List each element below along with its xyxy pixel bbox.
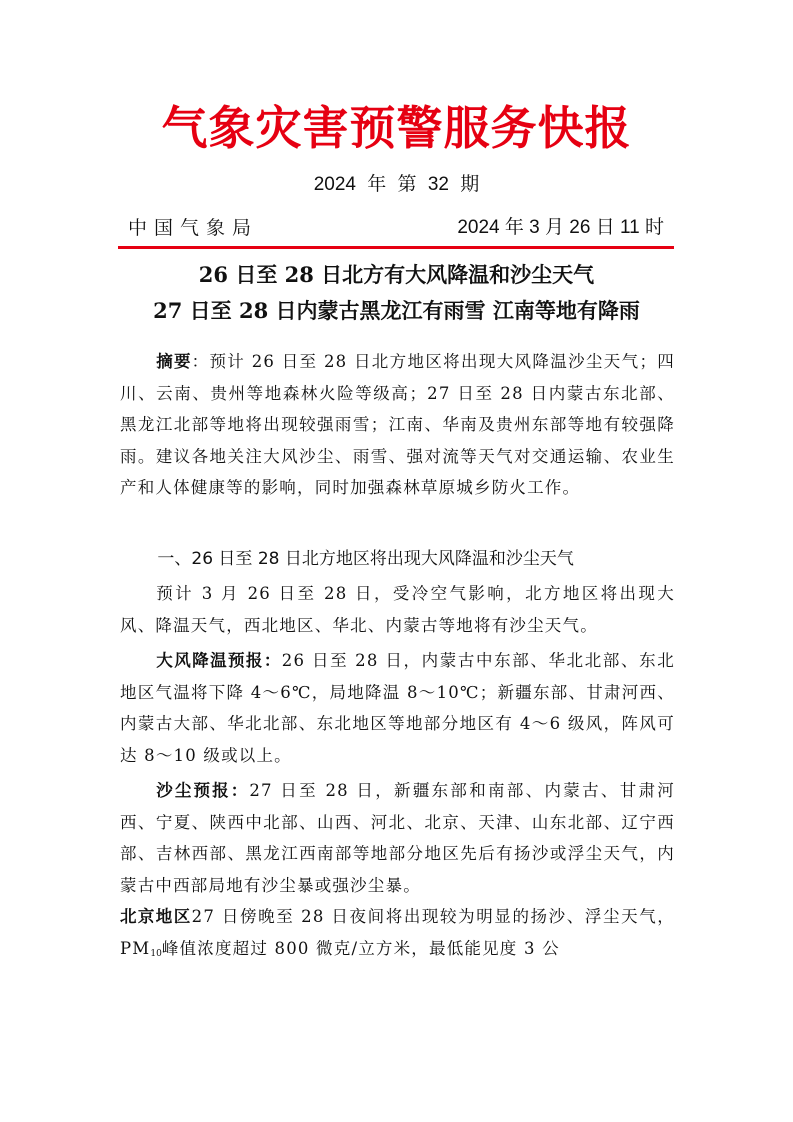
beijing-label: 北京地区: [120, 907, 192, 926]
red-divider: [118, 246, 674, 249]
issue-number: 2024 年 第 32 期: [313, 174, 480, 195]
section-1-body: [120, 578, 675, 970]
section-1-intro: 预计 3 月 26 日至 28 日，受冷空气影响，北方地区将出现大风、降温天气，西北地区、华北、内蒙古等地将有沙尘天气。: [120, 584, 675, 635]
beijing-text-part-1: 27 日傍晚至 28 日夜间将出现较为明显的扬沙、浮尘天气，PM: [120, 907, 675, 958]
issuing-agency: 中国气象局: [128, 217, 259, 239]
section-1-heading: 一、26 日至 28 日北方地区将出现大风降温和沙尘天气: [157, 549, 574, 569]
summary-label: 摘要: [156, 352, 192, 371]
headline-line-1: 26 日至 28 日北方有大风降温和沙尘天气: [198, 262, 595, 287]
wind-forecast-label: 大风降温预报：: [156, 651, 282, 670]
masthead-title: 气象灾害预警服务快报: [161, 101, 632, 155]
summary-paragraph: [120, 346, 675, 504]
headline-line-2: 27 日至 28 日内蒙古黑龙江有雨雪 江南等地有降雨: [153, 298, 640, 323]
beijing-text-part-2: 峰值浓度超过 800 微克/立方米，最低能见度 3 公: [161, 938, 560, 958]
meta-row: [118, 214, 674, 242]
pm10-subscript: 10: [150, 948, 162, 959]
dust-forecast-label: 沙尘预报：: [156, 781, 250, 800]
dust-forecast-text: 27 日至 28 日，新疆东部和南部、内蒙古、甘肃河西、宁夏、陕西中北部、山西、河北、北京、天津、山东北部、辽宁西部、吉林西部、黑龙江西南部等地部分地区先后有扬沙或浮尘天气，内蒙古中西部局地有沙尘暴或强沙尘暴。: [120, 781, 676, 895]
issue-datetime: 2024 年 3 月 26 日 11 时: [457, 217, 664, 238]
summary-text: ：预计 26 日至 28 日北方地区将出现大风降温沙尘天气；四川、云南、贵州等地森林火险等级高；27 日至 28 日内蒙古东北部、黑龙江北部等地将出现较强雨雪；江南、华南及贵州东部等地有较强降雨。建议各地关注大风沙尘、雨雪、强对流等天气对交通运输、农业生产和人体健康等的影响，同时加强森林草原城乡防火工作。: [120, 352, 676, 497]
wind-forecast-text: 26 日至 28 日，内蒙古中东部、华北北部、东北地区气温将下降 4～6℃，局地降温 8～10℃；新疆东部、甘肃河西、内蒙古大部、华北北部、东北地区等地部分地区有 4～6 级风，阵风可达 8～10 级或以上。: [120, 651, 676, 765]
